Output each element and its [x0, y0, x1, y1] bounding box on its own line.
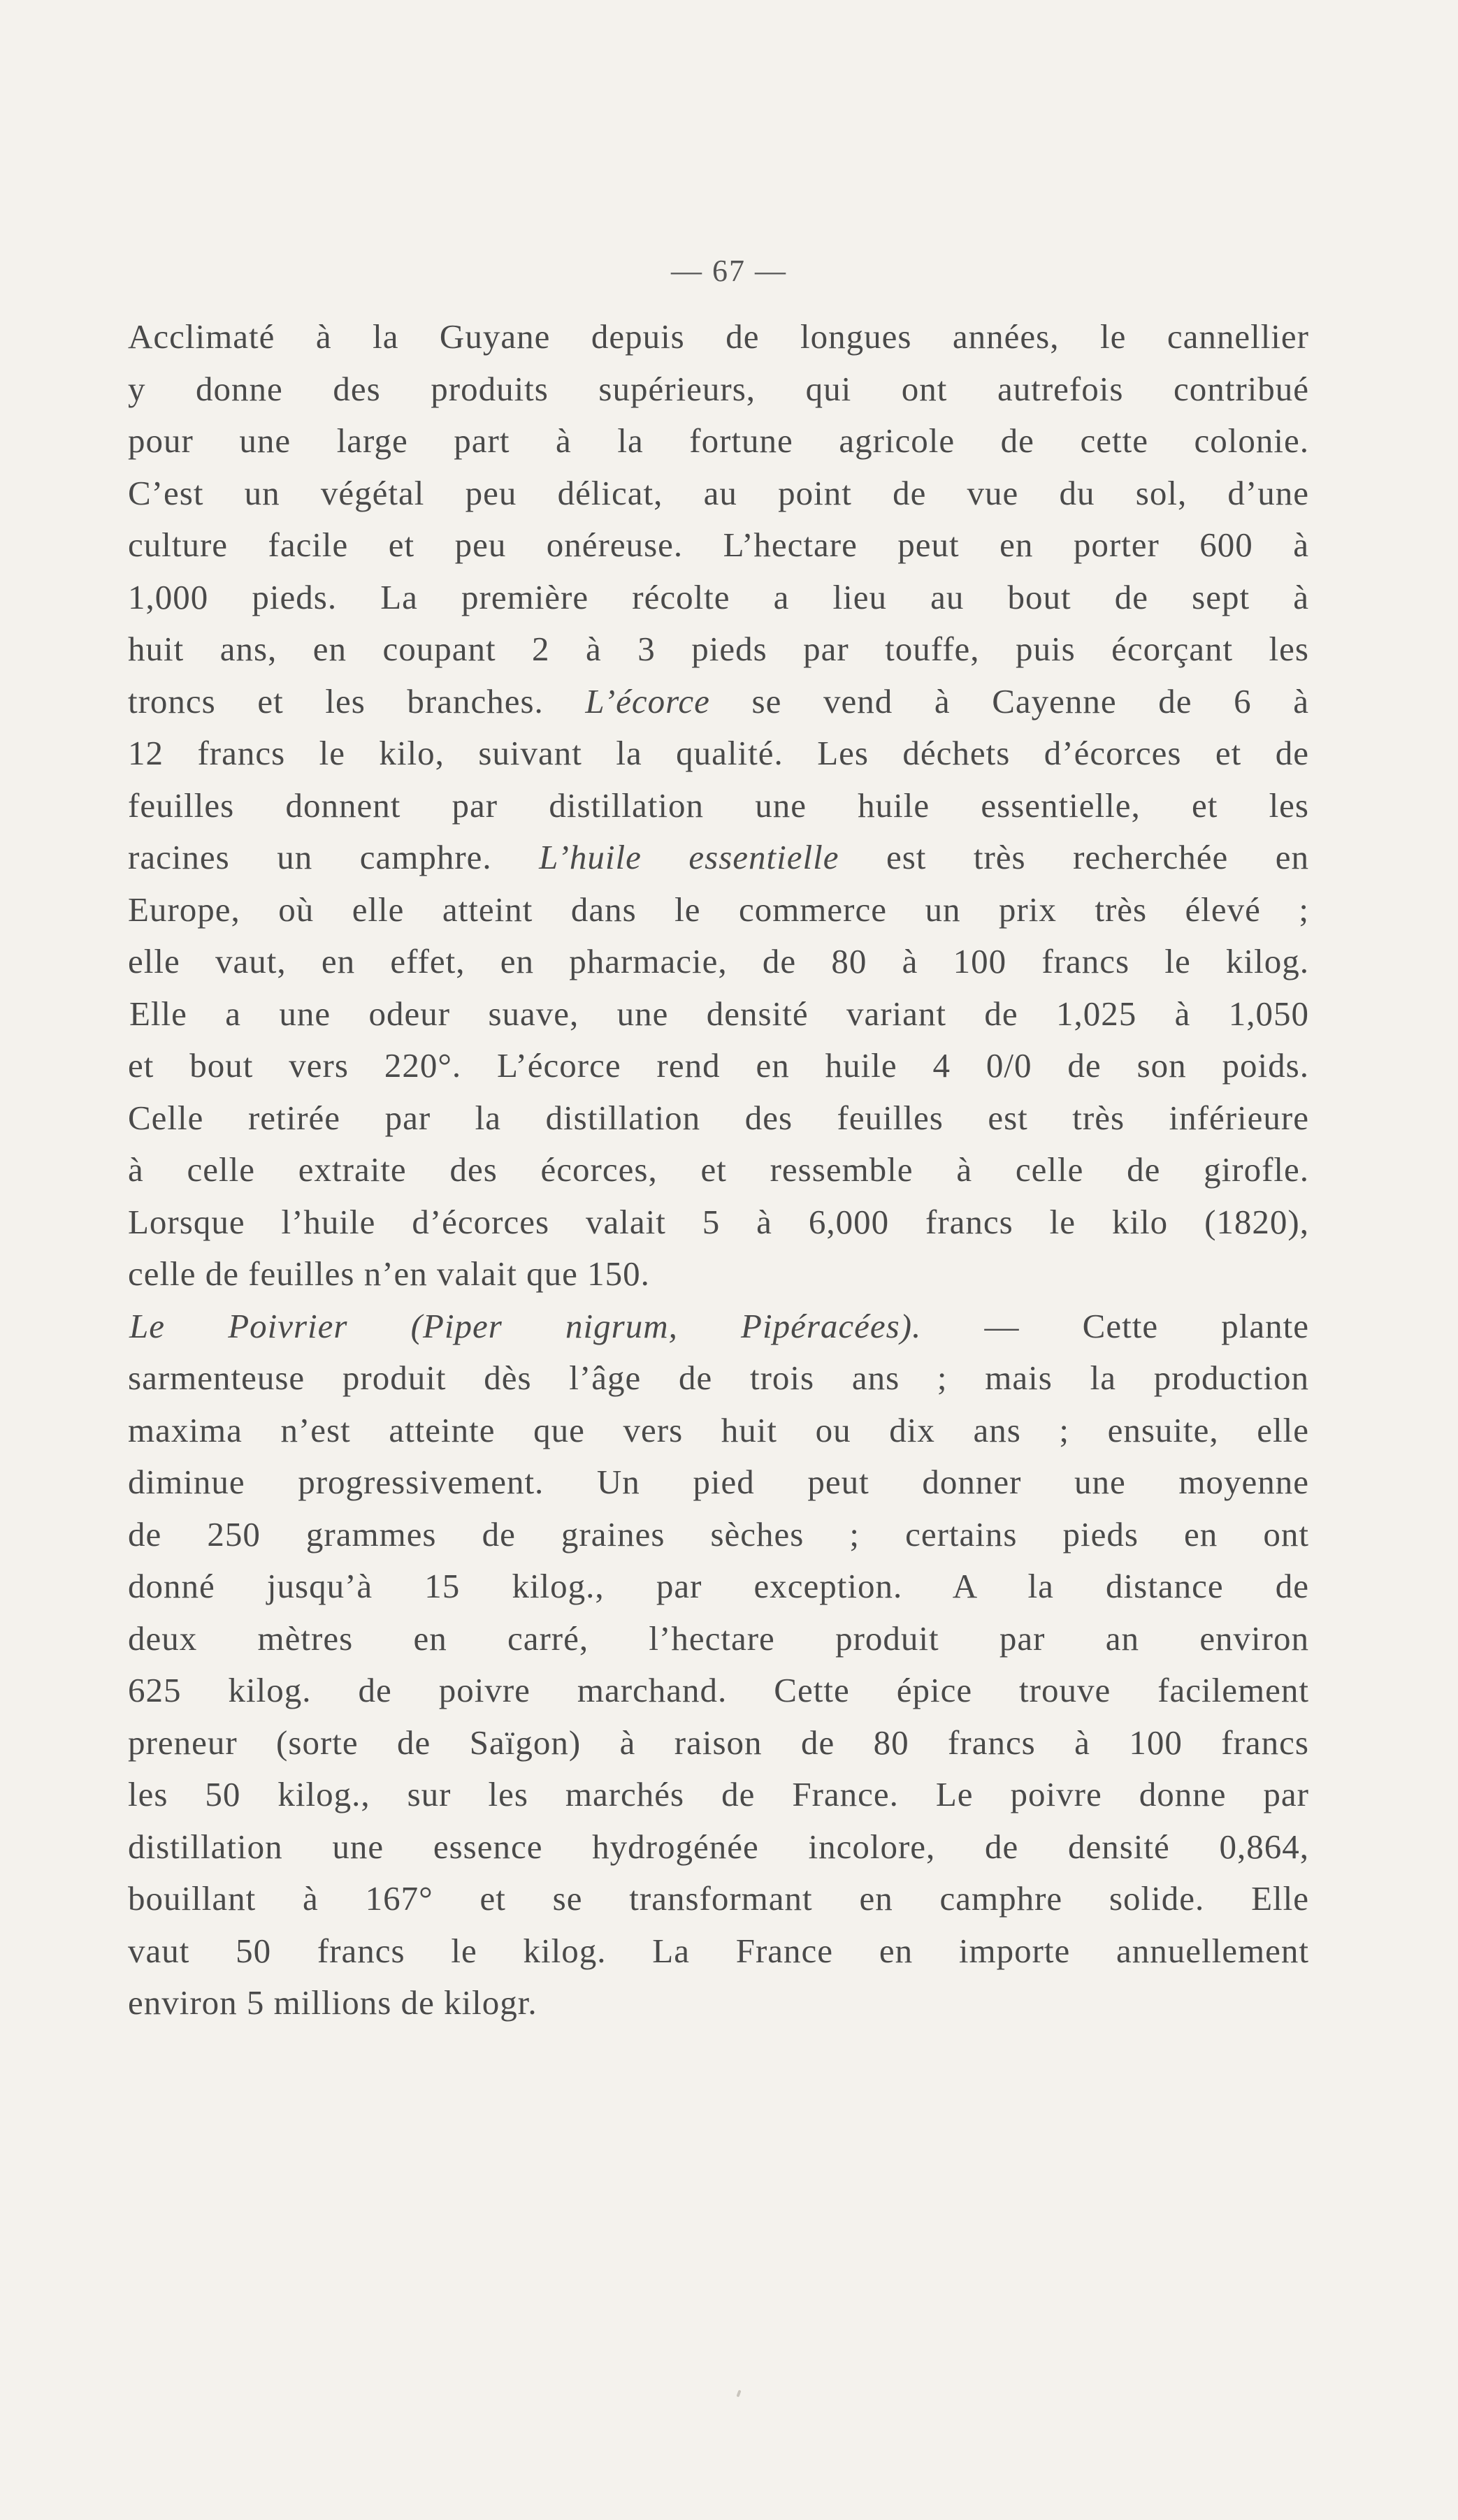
heading-gap — [921, 1307, 984, 1345]
text-line-13: elle vaut, en effet, en pharmacie, de 80 à 100 francs le kilog. — [128, 942, 1309, 980]
text-line-11-end: est très recherchée en — [839, 838, 1309, 876]
text-line-1: Acclimaté à la Guyane depuis de longues années, le cannellier — [128, 317, 1309, 356]
text-line-14: Elle a une odeur suave, une densité variant de 1,025 à 1,050 — [129, 994, 1309, 1033]
text-line-11-start: racines un camphre. — [128, 838, 492, 876]
text-line-3: pour une large part à la fortune agricole de cette colonie. — [128, 421, 1309, 460]
text-line-20 — [128, 1301, 1309, 1353]
italic-term-ecorce: L’écorce — [585, 681, 710, 720]
text-line-15: et bout vers 220°. L’écorce rend en huile 4 0/0 de son poids. — [128, 1046, 1309, 1085]
text-line-6: 1,000 pieds. La première récolte a lieu au bout de sept à — [128, 577, 1309, 616]
text-line-32: vaut 50 francs le kilog. La France en importe annuellement — [128, 1931, 1309, 1970]
text-line-2: y donne des produits supérieurs, qui ont autrefois contribué — [128, 369, 1309, 408]
text-line-8-start: troncs et les branches. — [128, 681, 544, 720]
text-line-16: Celle retirée par la distillation des feuilles est très inférieure — [128, 1098, 1309, 1137]
text-line-7: huit ans, en coupant 2 à 3 pieds par touffe, puis écorçant les — [128, 630, 1309, 668]
text-line-28: preneur (sorte de Saïgon) à raison de 80 francs à 100 francs — [128, 1723, 1309, 1762]
text-line-19: celle de feuilles n’en valait que 150. — [128, 1254, 650, 1293]
text-line-23: diminue progressivement. Un pied peut donner une moyenne — [128, 1463, 1309, 1501]
text-line-25: donné jusqu’à 15 kilog., par exception. A la distance de — [128, 1567, 1309, 1605]
text-line-27: 625 kilog. de poivre marchand. Cette épice trouve facilement — [128, 1671, 1309, 1709]
text-line-31: bouillant à 167° et se transformant en camphre solide. Elle — [128, 1879, 1309, 1918]
text-line-20-end: — Cette plante — [984, 1306, 1309, 1345]
text-line-29: les 50 kilog., sur les marchés de France. Le poivre donne par — [128, 1775, 1309, 1813]
text-line-18: Lorsque l’huile d’écorces valait 5 à 6,000 francs le kilo (1820), — [128, 1202, 1309, 1241]
text-line-8-end: se vend à Cayenne de 6 à — [709, 681, 1309, 720]
text-line-21: sarmenteuse produit dès l’âge de trois ans ; mais la production — [128, 1359, 1309, 1397]
text-line-24: de 250 grammes de graines sèches ; certains pieds en ont — [128, 1514, 1309, 1554]
text-line-22: maxima n’est atteinte que vers huit ou dix ans ; ensuite, elle — [128, 1410, 1309, 1449]
text-line-17: à celle extraite des écorces, et ressemble à celle de girofle. — [128, 1150, 1309, 1189]
text-line-12: Europe, où elle atteint dans le commerce un prix très élevé ; — [128, 890, 1309, 929]
text-line-9: 12 francs le kilo, suivant la qualité. Les déchets d’écorces et de — [128, 734, 1309, 772]
text-line-30: distillation une essence hydrogénée incolore, de densité 0,864, — [128, 1827, 1309, 1866]
italic-term-huile-essentielle: L’huile essentielle — [539, 838, 839, 876]
text-line-4: C’est un végétal peu délicat, au point de vue du sol, d’une — [128, 473, 1309, 512]
text-line-10: feuilles donnent par distillation une huile essentielle, et les — [128, 785, 1309, 825]
paper-speck — [736, 2390, 741, 2398]
text-line-11 — [128, 832, 1309, 884]
text-line-5: culture facile et peu onéreuse. L’hectare peut en porter 600 à — [128, 526, 1309, 564]
text-line-26: deux mètres en carré, l’hectare produit par an environ — [128, 1619, 1309, 1658]
text-line-33: environ 5 millions de kilogr. — [128, 1983, 537, 2022]
page-number: — 67 — — [671, 254, 787, 288]
text-line-8 — [128, 676, 1309, 728]
section-heading-poivrier: Le Poivrier (Piper nigrum, Pipéracées). — [129, 1306, 922, 1345]
body-text — [128, 311, 1309, 2029]
